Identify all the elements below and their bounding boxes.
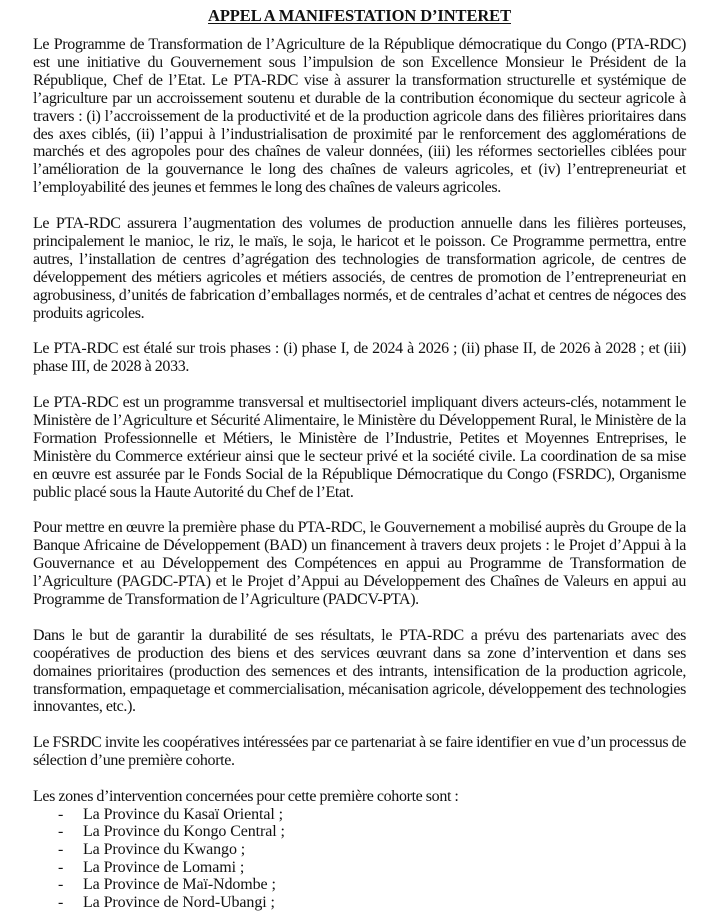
paragraph-zones-intro: Les zones d’intervention concernées pour cette première cohorte sont : [33, 787, 459, 805]
document-title: APPEL A MANIFESTATION D’INTERET [208, 6, 511, 25]
paragraph-financing: Pour mettre en œuvre la première phase du PTA-RDC, le Gouvernement a mobilisé auprès du Groupe de la Banque Africaine de Développement (BAD) un financement à travers deux projets : le Projet d’Appui à la Gouvernance et au Développement des Compétences en appui au Programme de Transformation de l’Agriculture (PAGDC-PTA) et le Projet d’Appui au Développement des Chaînes de Valeurs en appui au Programme de Transformation de l’Agriculture (PADCV-PTA). [33, 519, 686, 609]
dash-bullet-icon: - [58, 893, 64, 911]
dash-bullet-icon: - [58, 858, 64, 876]
province-name: La Province du Kongo Central ; [83, 823, 285, 841]
paragraph-program-overview: Le Programme de Transformation de l’Agriculture de la République démocratique du Congo (PTA-RDC) est une initiative du Gouvernement sous l’impulsion de son Excellence Monsieur le Président de la République, Chef de l’Etat. Le PTA-RDC vise à assurer la transformation structurelle et systémique de l’agriculture par un accroissement soutenu et durable de la contribution économique du secteur agricole à travers : (i) l’accroissement de la productivité et de la production agricole dans des filières prioritaires dans des axes ciblés, (ii) l’appui à l’industrialisation de proximité par le renforcement des agglomérations de marchés et des agropoles pour des chaînes de valeur données, (iii) les réformes sectorielles ciblées pour l’amélioration de la gouvernance le long des chaînes de valeurs agricoles, et (iv) l’entrepreneuriat et l’employabilité des jeunes et femmes le long des chaînes de valeurs agricoles. [33, 36, 686, 197]
list-item [33, 859, 686, 877]
dash-bullet-icon: - [58, 805, 64, 823]
paragraph-stakeholders: Le PTA-RDC est un programme transversal et multisectoriel impliquant divers acteurs-clés, notamment le Ministère de l’Agriculture et Sécurité Alimentaire, le Ministère du Développement Rural, le Ministère de la Formation Professionnelle et Métiers, le Ministère de l’Industrie, Petites et Moyennes Entreprises, le Ministère du Commerce extérieur ainsi que le secteur privé et la société civile. La coordination de sa mise en œuvre est assurée par le Fonds Social de la République Démocratique du Congo (FSRDC), Organisme public placé sous la Haute Autorité du Chef de l’Etat. [33, 394, 686, 501]
province-name: La Province du Kasaï Oriental ; [83, 805, 283, 823]
dash-bullet-icon: - [58, 876, 64, 894]
paragraph-invitation: Le FSRDC invite les coopératives intéressées par ce partenariat à se faire identifier en vue d’un processus de sélection d’une première cohorte. [33, 734, 686, 770]
paragraph-phases: Le PTA-RDC est étalé sur trois phases : (i) phase I, de 2024 à 2026 ; (ii) phase II, de 2026 à 2028 ; et (iii) phase III, de 2028 à 2033. [33, 340, 686, 376]
paragraph-production-goals: Le PTA-RDC assurera l’augmentation des volumes de production annuelle dans les filières porteuses, principalement le manioc, le riz, le maïs, le soja, le haricot et le poisson. Ce Programme permettra, entre autres, l’installation de centres d’agrégation des technologies de transformation agricole, de centres de développement des métiers agricoles et métiers associés, de centres de promotion de l’entrepreneuriat en agrobusiness, d’unités de fabrication d’emballages normés, et de centrales d’achat et centres de négoces des produits agricoles. [33, 215, 686, 322]
paragraph-partnerships: Dans le but de garantir la durabilité de ses résultats, le PTA-RDC a prévu des partenariats avec des coopératives de production des biens et des services œuvrant dans sa zone d’intervention et dans ses domaines prioritaires (production des semences et des intrants, intensification de la production agricole, transformation, empaquetage et commercialisation, mécanisation agricole, développement des technologies innovantes, etc.). [33, 626, 686, 716]
province-name: La Province de Lomami ; [83, 858, 245, 876]
dash-bullet-icon: - [58, 823, 64, 841]
list-item [33, 823, 686, 841]
province-name: La Province du Kwango ; [83, 841, 246, 859]
province-name: La Province de Maï-Ndombe ; [83, 876, 276, 894]
list-item [33, 841, 686, 859]
list-item [33, 806, 686, 824]
province-list [33, 806, 686, 912]
document-page [33, 0, 686, 911]
list-item [33, 894, 686, 912]
list-item [33, 876, 686, 894]
province-name: La Province de Nord-Ubangi ; [83, 893, 275, 911]
dash-bullet-icon: - [58, 841, 64, 859]
